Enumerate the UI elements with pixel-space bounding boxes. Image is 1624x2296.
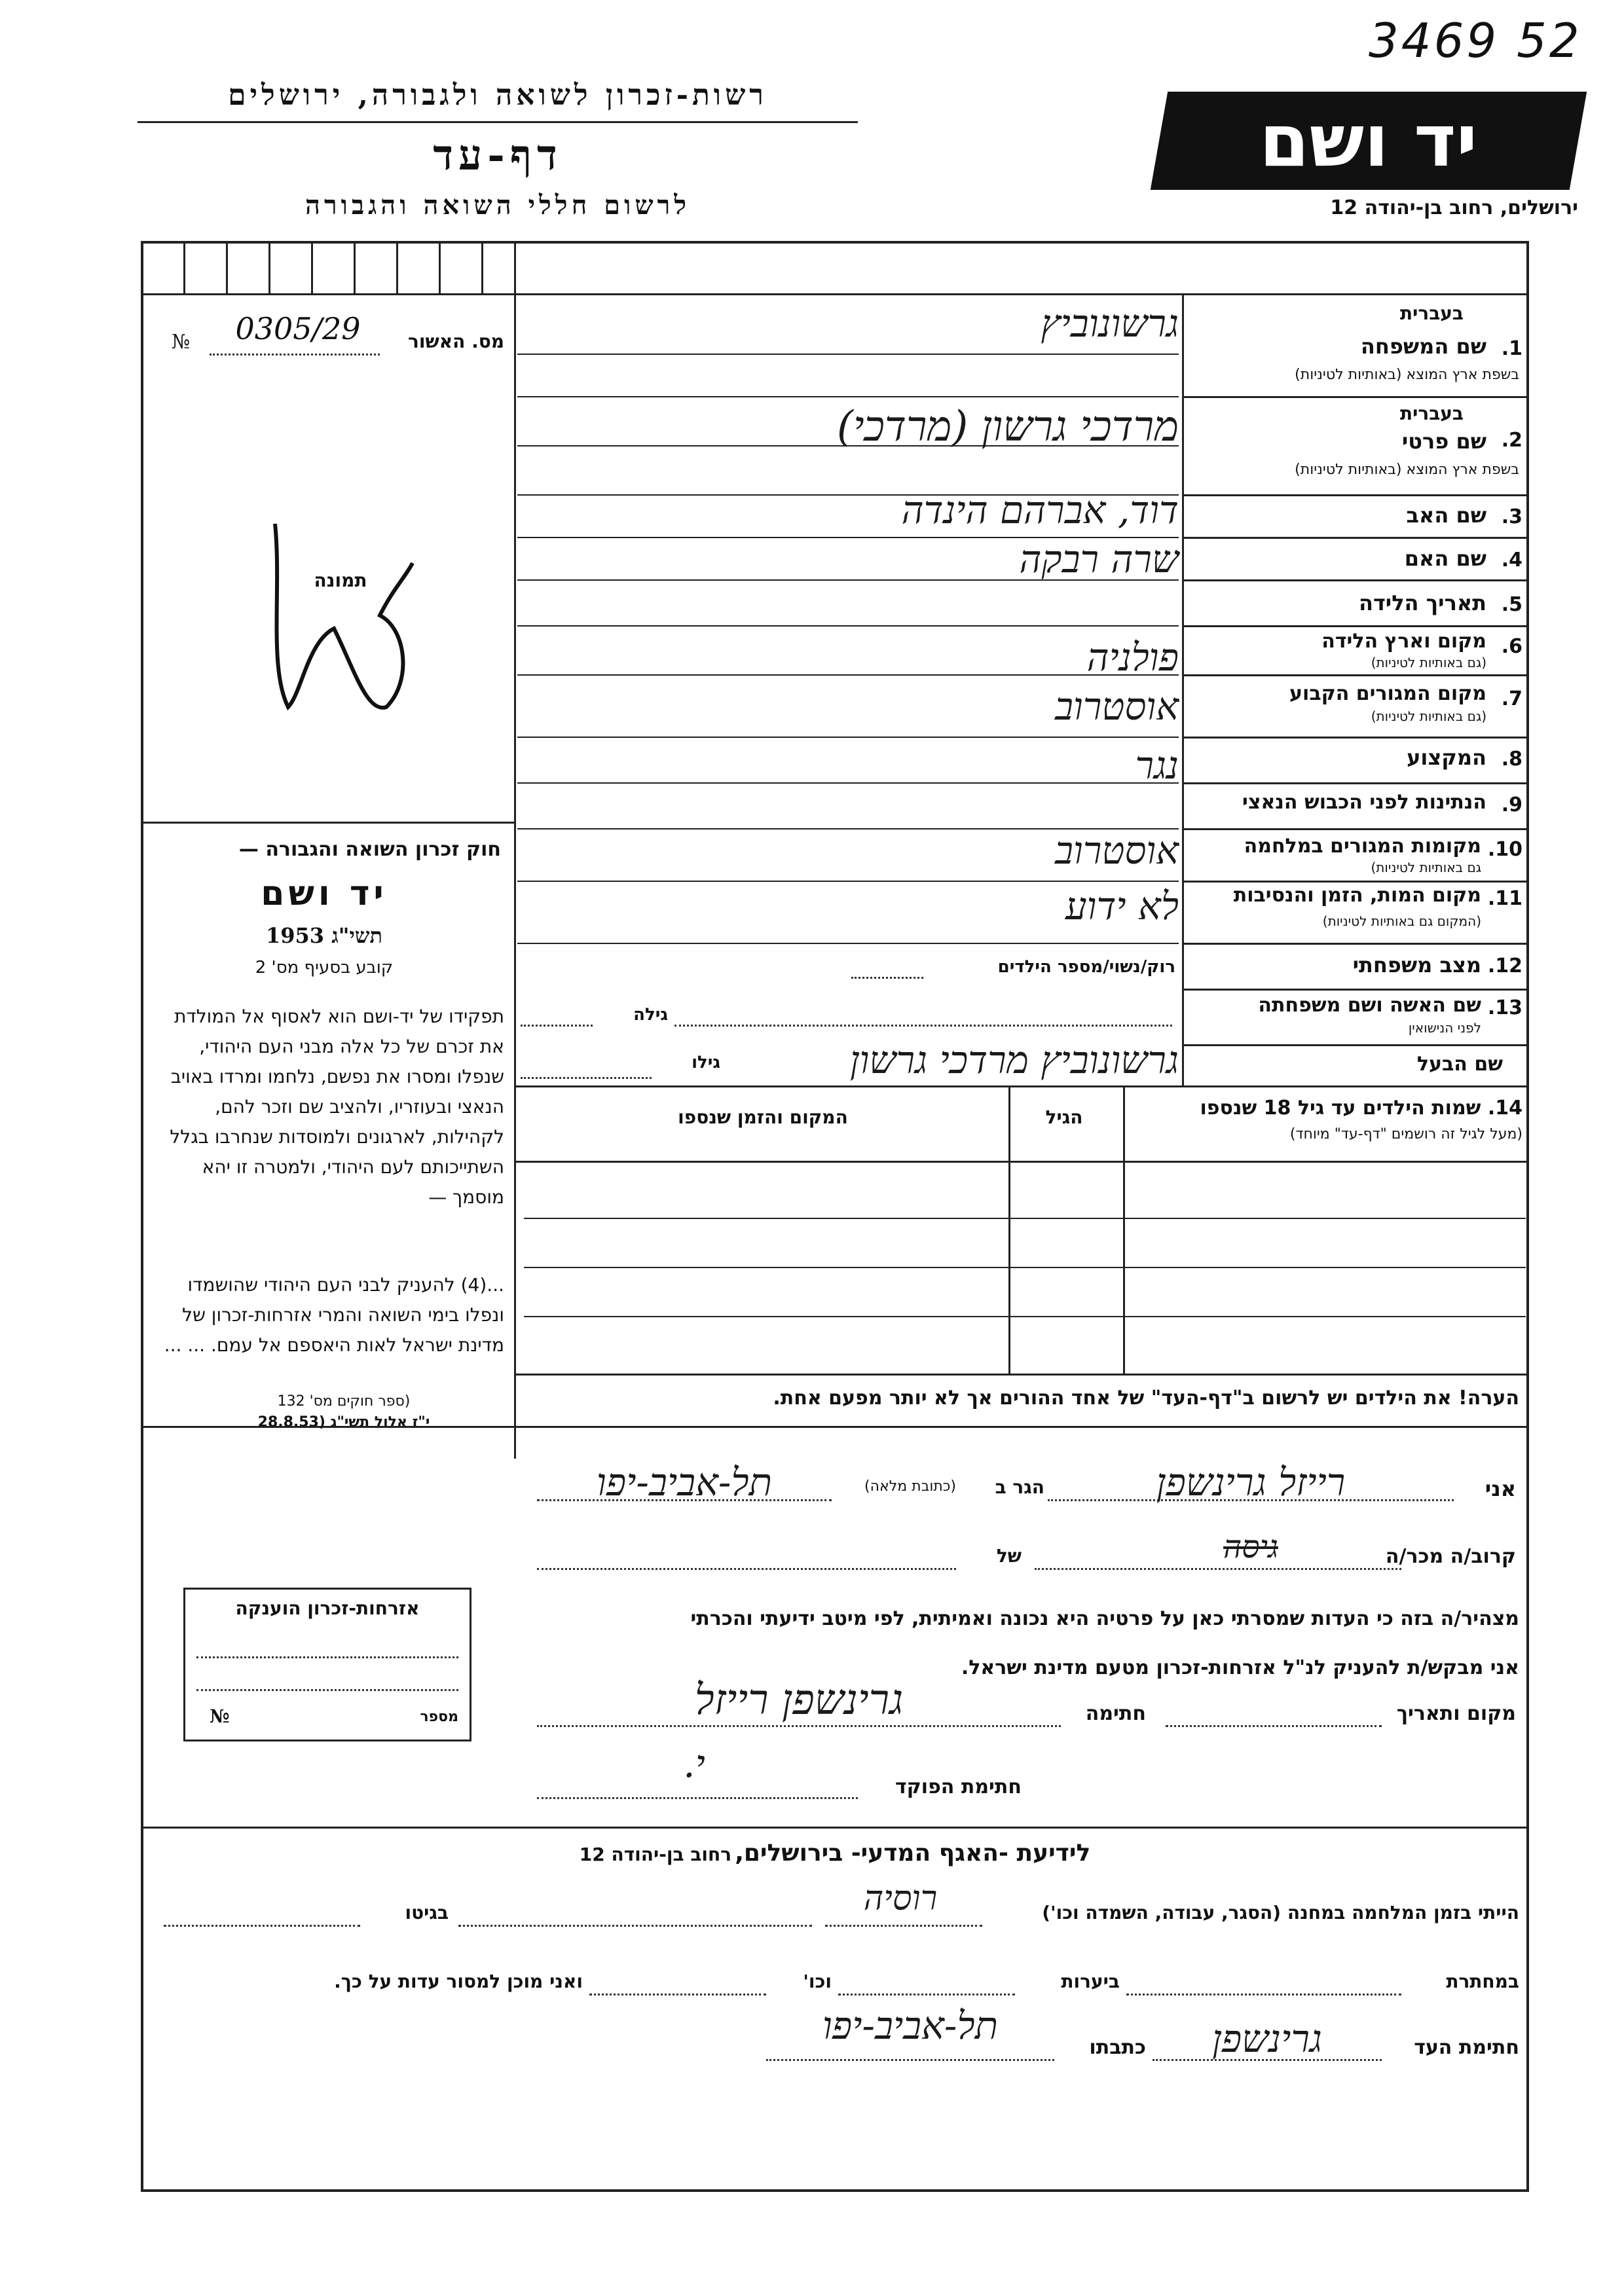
field-1-number: 1. [1501,337,1522,360]
decl-of-label: של [996,1545,1022,1567]
field-7-label: מקום המגורים הקבוע [1289,682,1486,705]
field-9-label: הנתינות לפני הכבוש הנאצי [1242,791,1486,814]
photo-signature-scribble [262,498,419,733]
science-address-label: כתבתו [1089,2036,1146,2059]
field-10-label: מקומות המגורים במלחמה [1244,835,1481,858]
decl-declarant: רייזל גרינשפן [1156,1460,1346,1504]
field-husband-label: שם הבעל [1416,1053,1503,1076]
citizenship-box-no: № [210,1705,230,1727]
decl-address-hint: (כתובת מלאה) [864,1478,956,1495]
field-11-value: לא ידוע [1065,884,1179,928]
field-1-label: שם המשפחה [1360,334,1486,359]
yad-vashem-logo [1151,92,1587,190]
page-title: דף-עד [433,131,563,180]
decl-relation-value: גיסה [1223,1529,1278,1565]
field-3-number: 3. [1501,505,1522,528]
science-forests: ביערות [1061,1971,1120,1992]
field-11-label: מקום המות, הזמן והנסיבות [1233,884,1481,907]
citizenship-box-title: אזרחות-זכרון הוענקה [235,1597,420,1619]
field-6-sub: (גם באותיות לטיניות) [1371,655,1486,670]
science-witness-label: חתימת העד [1414,2036,1519,2059]
field-10-number: 10. [1487,838,1522,861]
field-12-extra: רוק/נשוי/מספר הילדים [997,957,1175,977]
field-13-extra: גילה [633,1005,668,1025]
decl-signature: גרינשפן רייזל [694,1676,904,1724]
field-7-value: אוסטרוב [1055,684,1179,729]
authority-heading: רשות-זכרון לשואה ולגבורה, ירושלים [228,79,767,112]
science-witness-sig: גרינשפן [1212,2016,1322,2061]
science-ready: ואני מוכן למסור עדות על כך. [334,1971,583,1992]
field-6-value: פולניה [1086,635,1179,680]
field-2-hebrew-tag: בעברית [1399,403,1464,424]
header-address: ירושלים, רחוב בן-יהודה 12 [1330,196,1578,219]
science-camp-line: הייתי בזמן המלחמה במחנה (הסגר, עבודה, השמדה וכו') [1042,1902,1519,1923]
children-sub: (מעל לגיל זה רושמים "דף-עד" מיוחד) [1289,1126,1522,1142]
field-9-number: 9. [1501,793,1522,816]
field-1-hebrew-tag: בעברית [1399,302,1464,324]
science-title-text: לידיעת -האגף המדעי- בירושלים, [735,1840,1091,1867]
decl-relation-label: קרוב/ה מכר/ה [1385,1545,1516,1568]
field-6-label: מקום וארץ הלידה [1321,630,1486,653]
field-8-number: 8. [1501,748,1522,771]
field-8-label: המקצוע [1407,745,1486,770]
field-10-sub: גם באותיות לטיניות) [1371,860,1481,875]
field-2-label: שם פרטי [1401,429,1486,454]
field-11-sub: (המקום גם באותיות לטיניות) [1322,913,1481,929]
science-ghetto: בגיטו [405,1902,449,1923]
archive-number: 3469 52 [1369,13,1582,68]
field-12-label: מצב משפחתי [1352,953,1481,977]
decl-statement: מצהיר/ה בזה כי העדות שמסרתי כאן על פרטיה היא נכונה ואמיתית, לפי מיטב ידיעתי והכרתי [690,1607,1519,1630]
field-2-sub: בשפת ארץ המוצא (באותיות לטיניות) [1295,462,1519,478]
field-7-number: 7. [1501,687,1522,710]
children-label: 14. שמות הילדים עד גיל 18 שנספו [1200,1097,1522,1120]
law-ref-2: י"ז אלול תשי"ג (28.8.53 [257,1414,430,1430]
field-4-value: שרה רבקה [1019,537,1179,581]
science-address: רחוב בן-יהודה 12 [579,1844,732,1865]
field-5-label: תאריך הלידה [1358,591,1486,615]
decl-resides: הגר ב [995,1476,1044,1498]
field-2-number: 2. [1501,429,1522,452]
approval-no-label: № [172,331,191,354]
decl-place-date: מקום ותאריך [1396,1702,1516,1725]
field-13-label: שם האשה ושם משפחתה [1258,994,1481,1017]
citizenship-box-number-label: מספר [420,1709,458,1725]
photo-label: תמונה [314,570,367,591]
science-title [141,1840,1529,1867]
field-12-number: 12. [1487,955,1522,977]
approval-label: מס. האשור [408,331,504,352]
field-husband-extra: גילו [692,1053,720,1072]
field-13-number: 13. [1487,996,1522,1019]
field-1-value: גרשונוביץ [1041,301,1179,346]
field-6-number: 6. [1501,635,1522,658]
decl-address: תל-אביב-יפו [596,1460,773,1504]
law-year: תשי"ג 1953 [266,923,382,948]
law-name: יד ושם [261,874,388,913]
law-text-1: תפקידו של יד-ושם הוא לאסוף אל המולדת את זכרם של כל אלה מבני העם היהודי, שנפלו ומסרו את נפשם, נלחמו ומרדו באויב הנאצי ובעוזריו, ולהציב שם וזכר להם, לקהילות, לארגונים ולמוסדות שנחרבו בגלל השתייכותם לעם היהודי, ולמטרה זו יהא מוסמך — [170,1006,504,1208]
field-4-label: שם האם [1404,546,1486,571]
logo-text: יד ושם [1259,99,1478,183]
field-11-number: 11. [1487,887,1522,910]
field-10-value: אוסטרוב [1055,828,1179,873]
law-text-2: ...(4) להעניק לבני העם היהודי שהושמדו ונפלו בימי השואה והמרי אזרחות-זכרון של מדינת ישראל לאות היאספם אל עמם. ... ... [164,1274,504,1356]
science-camp-value: רוסיה [863,1879,938,1918]
field-2-value: מרדכי גרשון (מרדכי) [836,403,1179,451]
children-col-age: הגיל [1045,1106,1083,1128]
law-title: חוק זכרון השואה והגבורה — [238,838,501,861]
field-8-value: נגר [1135,743,1179,788]
field-7-sub: (גם באותיות לטיניות) [1371,708,1486,724]
law-clause: קובע בסעיף מס' 2 [255,958,394,977]
field-5-number: 5. [1501,593,1522,616]
field-husband-value: גרשונוביץ מרדכי גרשון [849,1038,1179,1082]
children-col-place: המקום והזמן שנספו [678,1106,848,1128]
page-subtitle: לרשום חללי השואה והגבורה [304,190,691,221]
decl-request: אני מבקש/ת להעניק לנ"ל אזרחות-זכרון מטעם מדינת ישראל. [961,1656,1519,1679]
science-address-value: תל-אביב-יפו [822,2003,999,2048]
science-partisans: במחתרת [1446,1971,1519,1992]
science-etc: וכו' [803,1971,832,1992]
field-13-sub: לפני הנישואין [1408,1020,1481,1036]
approval-value: 0305/29 [235,311,361,346]
decl-officer-label: חתימת הפוקד [895,1776,1022,1798]
note: הערה! את הילדים יש לרשום ב"דף-העד" של אחד ההורים אך לא יותר מפעם אחת. [773,1387,1519,1410]
field-1-sub: בשפת ארץ המוצא (באותיות לטיניות) [1295,367,1519,383]
decl-i-label: אני [1485,1476,1516,1501]
decl-officer-sig: י. [683,1741,705,1786]
field-3-label: שם האב [1406,503,1486,528]
law-ref-1: (ספר חוקים מס' 132 [277,1393,411,1410]
field-3-value: דוד, אברהם הינדה [901,488,1179,532]
field-4-number: 4. [1501,549,1522,572]
decl-signature-label: חתימה [1085,1702,1146,1725]
